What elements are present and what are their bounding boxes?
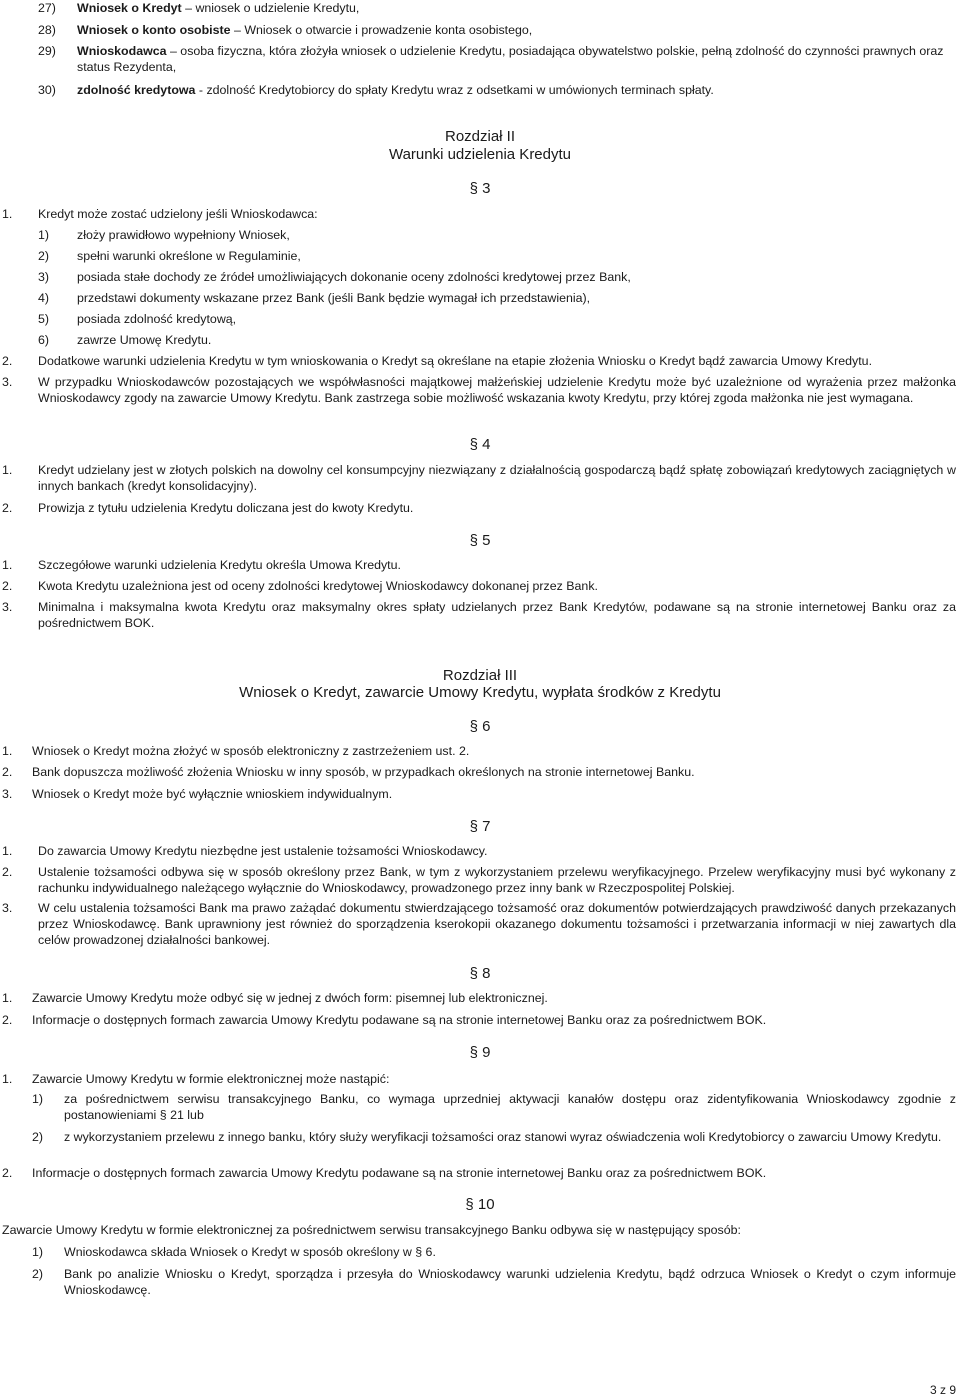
chapter-3-title: Wniosek o Kredyt, zawarcie Umowy Kredytu, wypłata środków z Kredytu [239,684,721,701]
s3-subpoint: 2) spełni warunki określone w Regulaminie, [38,249,301,263]
definition-text: – wniosek o udzielenie Kredytu, [185,1,360,15]
s3-subpoint: 6) zawrze Umowę Kredytu. [38,333,212,347]
section-5-heading: § 5 [469,532,491,549]
definition-28 [0,22,960,43]
section-3-heading: § 3 [469,180,491,197]
chapter-2-title: Warunki udzielenia Kredytu [388,146,572,163]
definition-number: 28) [38,23,56,37]
section-3-body [0,206,960,428]
chapter-3-label: Rozdział III [442,667,518,684]
section-8-body: 1. Zawarcie Umowy Kredytu może odbyć się w jednej z dwóch form: pisemnej lub elektronicznej. 2. Informacje o dostępnych formach zawarcia Umowy Kredytu podawane są na stronie internetowej Banku oraz za pośrednictwem BOK. [2,991,767,1027]
section-9-body: 1. Zawarcie Umowy Kredytu w formie elektronicznej może nastąpić: 1) za pośrednictwem serwisu transakcyjnego Banku, co wymaga uprzedniej aktywacji kanałów dostępu oraz zidentyfikowania Wnioskodawcy zgodnie z postanowieniami § 21 lub 2) z wykorzystaniem przelewu z innego banku, który służy weryfikacji tożsamości oraz stanowi wyraz oświadczenia woli Kredytobiorcy o zawarciu Umowy Kredytu. 2. Informacje o dostępnych formach zawarcia Umowy Kredytu podawane są na stronie internetowej Banku oraz za pośrednictwem BOK. [2,1072,956,1180]
definition-29 [0,43,960,78]
section-8-heading: § 8 [469,965,491,982]
section-4-heading: § 4 [469,436,491,453]
definition-number: 27) [38,1,56,15]
s3-subpoint: 1) złoży prawidłowo wypełniony Wniosek, [38,228,290,242]
s3-subpoint: 4) przedstawi dokumenty wskazane przez Bank (jeśli Bank będzie wymagał ich przedstawienia), [38,291,591,305]
section-7-heading: § 7 [469,818,491,835]
section-4-body: 1. Kredyt udzielany jest w złotych polskich na dowolny cel konsumpcyjny niezwiązany z działalnością gospodarczą bądź spłatę zobowiązań kredytowych zaciągniętych w innych bankach (kredyt konsolidacyjny). 2. Prowizja z tytułu udzielenia Kredytu doliczana jest do kwoty Kredytu. [2,463,956,515]
section-7-body: 1. Do zawarcia Umowy Kredytu niezbędne jest ustalenie tożsamości Wnioskodawcy. 2. Ustalenie tożsamości odbywa się w sposób określony przez Bank, w tym z wykorzystaniem przelewu weryfikacyjnego. Przelew weryfikacyjny musi być wykonany z rachunku indywidualnego należącego wyłącznie do Wnioskodawcy, prowadzonego przez inny bank w Rzeczpospolitej Polskiej. 3. W celu ustalenia tożsamości Bank ma prawo zażądać dokumentu stwierdzającego tożsamość oraz dokumentów potwierdzających prawdziwość danych przekazanych przez Wnioskodawcę. Bank uprawniony jest również do sporządzenia kserokopii okazanego dokumentu tożsamości i przetwarzania informacji w niej zawartych dla celów prowadzonej działalności bankowej. [2,844,956,947]
section-10-body: Zawarcie Umowy Kredytu w formie elektronicznej za pośrednictwem serwisu transakcyjnego Banku odbywa się w następujący sposób: 1) Wnioskodawca składa Wniosek o Kredyt w sposób określony w § 6. 2) Bank po analizie Wniosku o Kredyt, sporządza i przesyła do Wnioskodawcy warunki udzielenia Kredytu, bądź odrzuca Wniosek o Kredyt o czym informuje Wnioskodawcę. [2,1223,956,1297]
s3-point-2: 2. Dodatkowe warunki udzielenia Kredytu w tym wnioskowania o Kredyt są określane na etapie złożenia Wniosku o Kredyt bądź zawarcia Umowy Kredytu. [2,354,873,368]
s3-subpoint: 3) posiada stałe dochody ze źródeł umożliwiających dokonanie oceny zdolności kredytowej przez Bank, [38,270,631,284]
definition-text: – osoba fizyczna, która złożyła wniosek o udzielenie Kredytu, posiadająca obywatelstwo polskie, pełną zdolność do czynności prawnych oraz status Rezydenta, [77,44,944,74]
s3-point-1: 1. Kredyt może zostać udzielony jeśli Wnioskodawca: [2,207,318,221]
definition-term: zdolność kredytowa [77,83,196,97]
s3-subpoint: 5) posiada zdolność kredytową, [38,312,237,326]
definition-number: 29) [38,44,56,58]
definition-30 [0,82,960,102]
section-10-heading: § 10 [465,1196,495,1213]
page-number: 3 z 9 [929,1383,956,1397]
definition-text: – Wniosek o otwarcie i prowadzenie konta osobistego, [233,23,533,37]
definition-27 [0,0,960,22]
section-6-body: 1. Wniosek o Kredyt można złożyć w sposób elektroniczny z zastrzeżeniem ust. 2. 2. Bank dopuszcza możliwość złożenia Wniosku w inny sposób, w przypadkach określonych na stronie internetowej Banku. 3. Wniosek o Kredyt może być wyłącznie wnioskiem indywidualnym. [2,744,695,801]
definition-text: - zdolność Kredytobiorcy do spłaty Kredytu wraz z odsetkami w umówionych terminach spłaty. [198,83,714,97]
section-5-body: 1. Szczegółowe warunki udzielenia Kredytu określa Umowa Kredytu. 2. Kwota Kredytu uzależniona jest od oceny zdolności kredytowej Wnioskodawcy dokonanej przez Bank. 3. Minimalna i maksymalna kwota Kredytu oraz maksymalny okres spłaty udzielanych przez Bank Kredytów, podawane są na stronie internetowej Banku oraz za pośrednictwem BOK. [2,558,956,630]
s3-point-3: 3. W przypadku Wnioskodawców pozostających we współwłasności majątkowej małżeńskiej udzielenie Kredytu może być uzależnione od wyrażenia przez małżonka Wnioskodawcy zgody na zawarcie Umowy Kredytu. Bank zastrzega sobie możliwość wskazania kwoty Kredytu, przy której zgoda małżonka nie jest wymagana. [2,375,956,405]
definition-number: 30) [38,83,56,97]
definition-term: Wniosek o Kredyt [77,1,182,15]
definition-term: Wniosek o konto osobiste [77,23,231,37]
definitions-list [0,0,960,102]
section-6-heading: § 6 [469,718,491,735]
chapter-2-label: Rozdział II [444,128,516,145]
section-9-heading: § 9 [469,1044,491,1061]
definition-term: Wnioskodawca [77,44,167,58]
